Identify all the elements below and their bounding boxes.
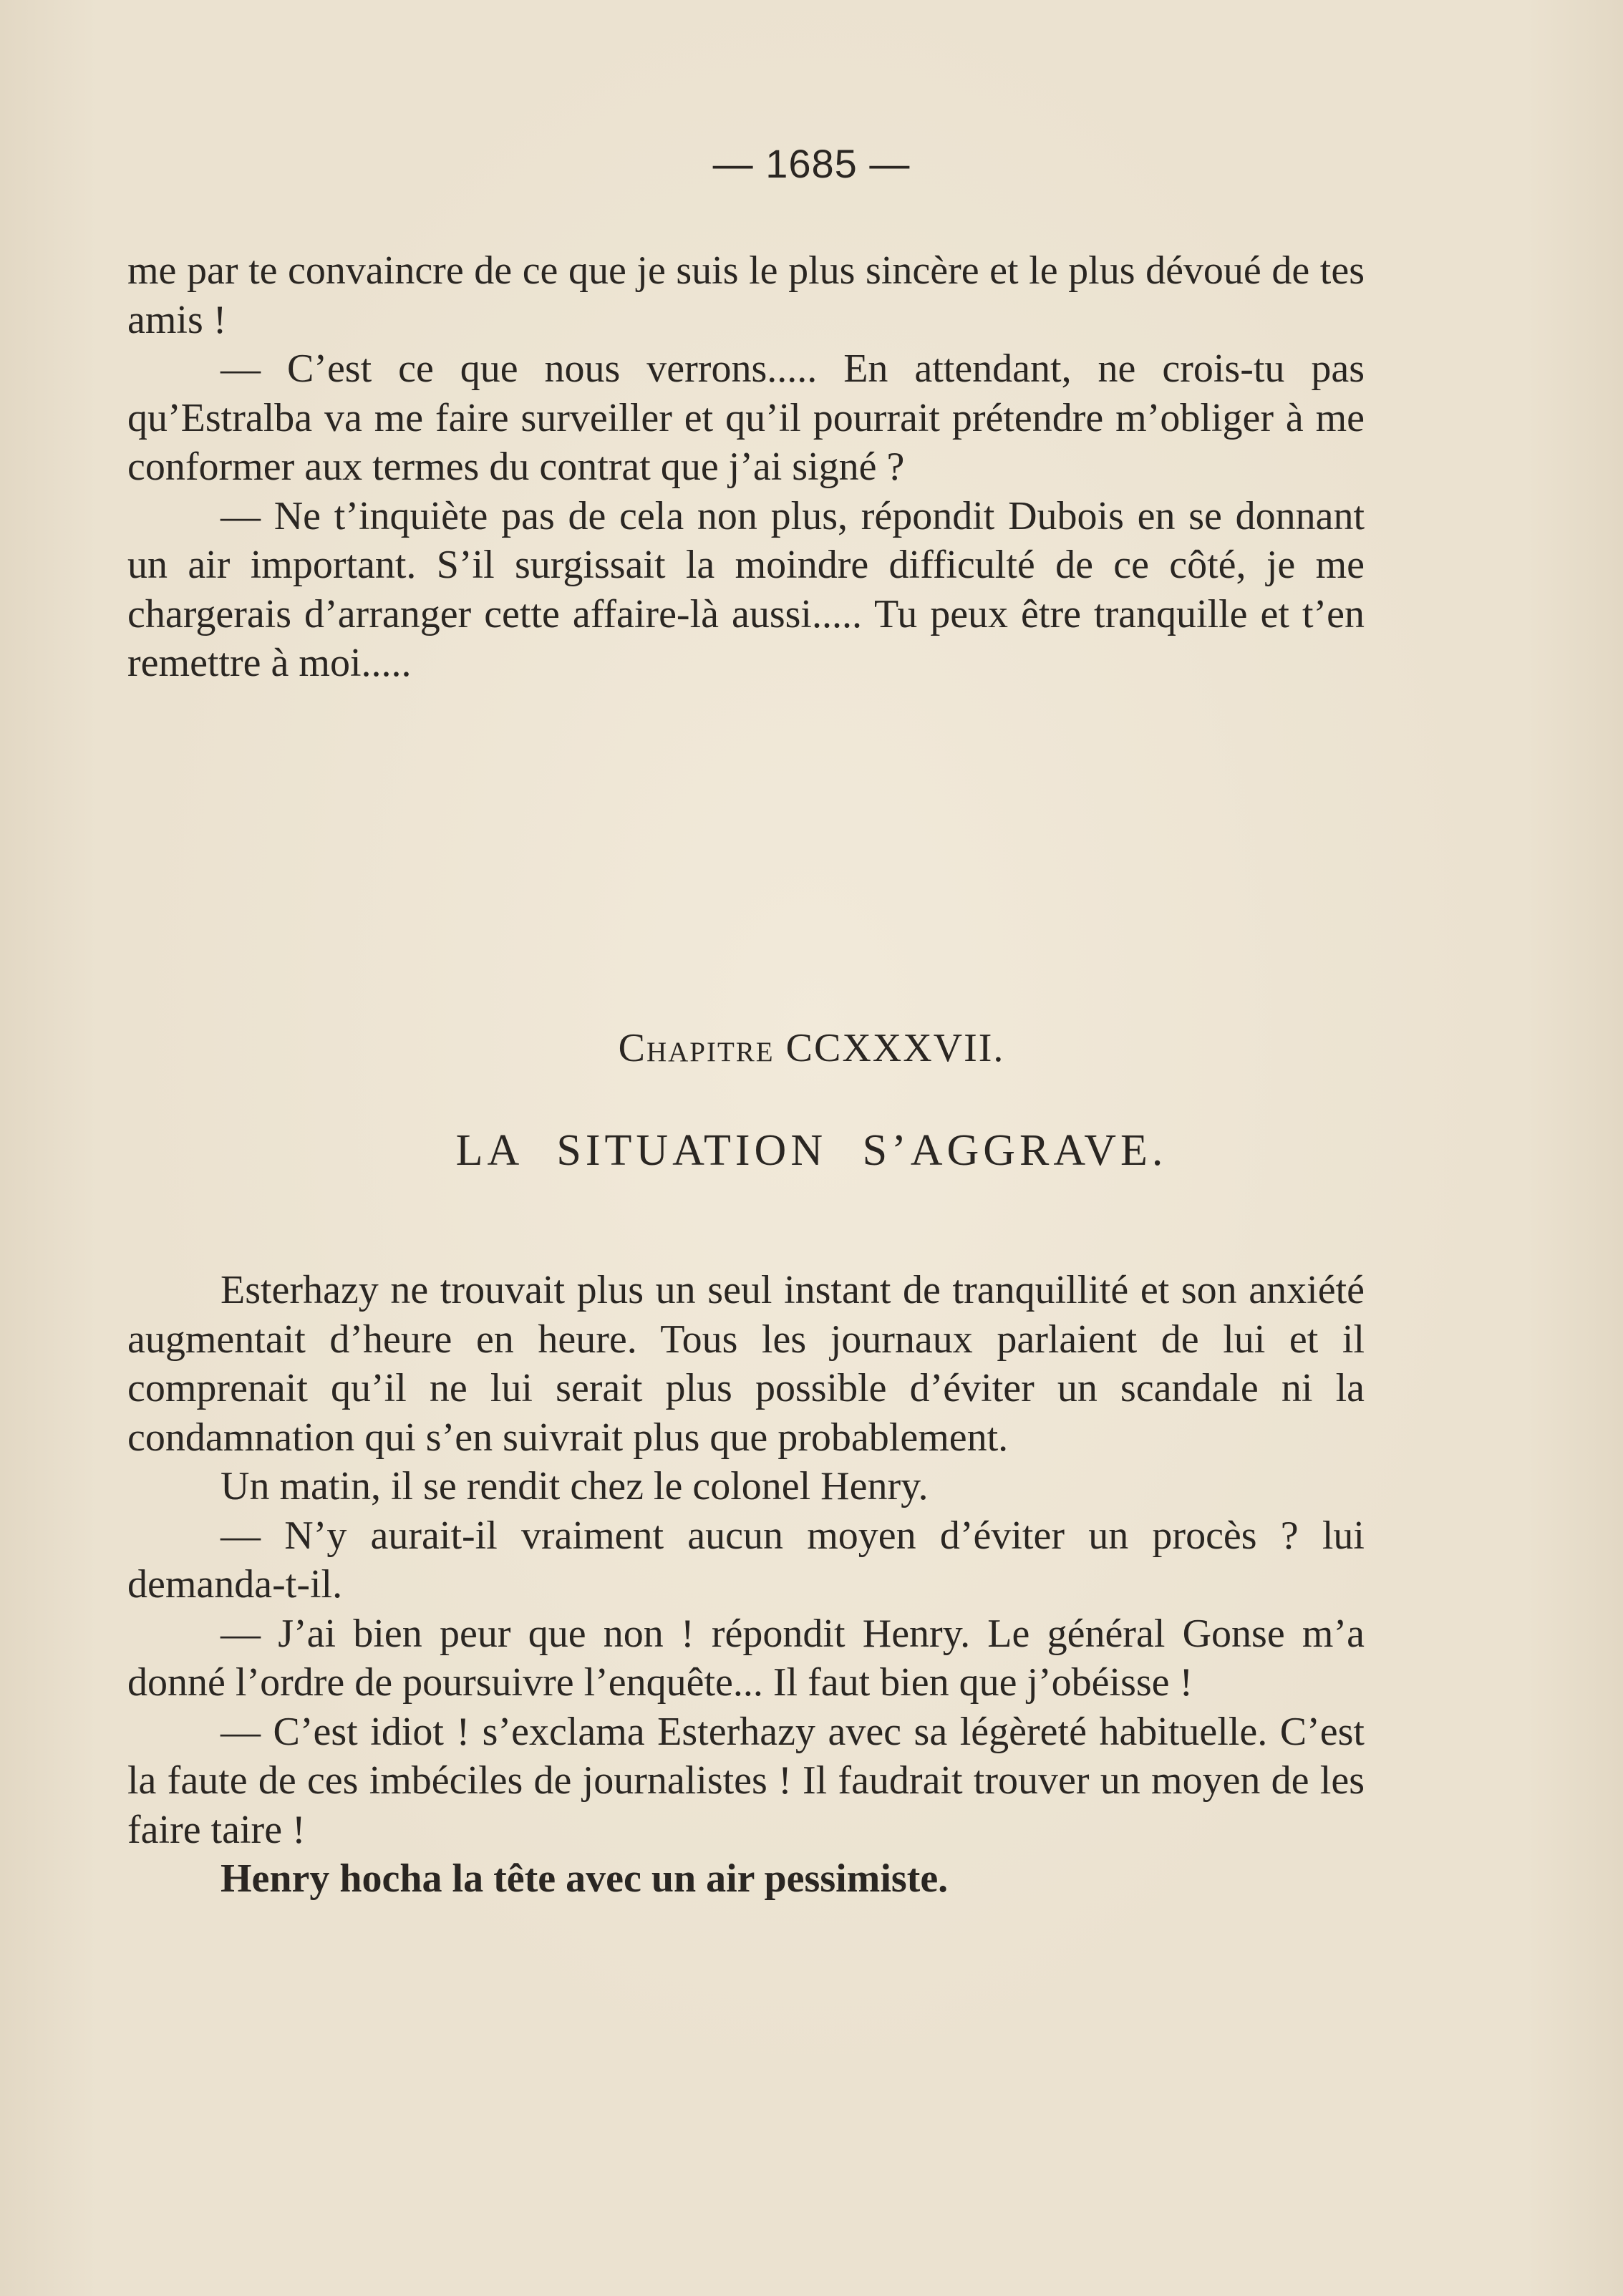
paragraph: me par te convaincre de ce que je suis le plus sincère et le plus dévoué de tes amis ! bbox=[127, 248, 1365, 342]
text-block-top bbox=[127, 246, 1365, 688]
paragraph: — J’ai bien peur que non ! répondit Henry. Le général Gonse m’a donné l’ordre de poursuivre l’enquête... Il faut bien que j’obéisse ! bbox=[127, 1611, 1365, 1705]
chapter-heading: Chapitre CCXXXVII. bbox=[618, 1026, 1005, 1070]
paragraph: — C’est idiot ! s’exclama Esterhazy avec sa légèreté habituelle. C’est la faute de ces imbéciles de journalistes ! Il faudrait trouver un moyen de les faire taire ! bbox=[127, 1709, 1365, 1852]
paragraph: — Ne t’inquiète pas de cela non plus, répondit Dubois en se donnant un air important. S’il surgissait la moindre difficulté de ce côté, je me chargerais d’arranger cette affaire-là aussi..... Tu peux être tranquille et t’en remettre à moi..... bbox=[127, 493, 1365, 685]
paragraph: — C’est ce que nous verrons..... En attendant, ne crois-tu pas qu’Estralba va me faire surveiller et qu’il pourrait prétendre m’obliger à me conformer aux termes du contrat que j’ai signé ? bbox=[127, 347, 1365, 489]
paragraph: — N’y aurait-il vraiment aucun moyen d’éviter un procès ? lui demanda-t-il. bbox=[127, 1513, 1365, 1607]
chapter-title: LA SITUATION S’AGGRAVE. bbox=[455, 1126, 1168, 1175]
page-number-text: — 1685 — bbox=[712, 141, 911, 186]
paragraph: Henry hocha la tête avec un air pessimiste. bbox=[221, 1856, 949, 1901]
text-block-bottom bbox=[127, 1266, 1365, 1904]
page-number bbox=[0, 140, 1623, 188]
paragraph: Un matin, il se rendit chez le colonel Henry. bbox=[221, 1464, 929, 1508]
paragraph: Esterhazy ne trouvait plus un seul instant de tranquillité et son anxiété augmentait d’heure en heure. Tous les journaux parlaient de lui et il comprenait qu’il ne lui serait plus possible d’éviter un scandale ni la condamnation qui s’en suivrait plus que probablement. bbox=[127, 1268, 1365, 1460]
